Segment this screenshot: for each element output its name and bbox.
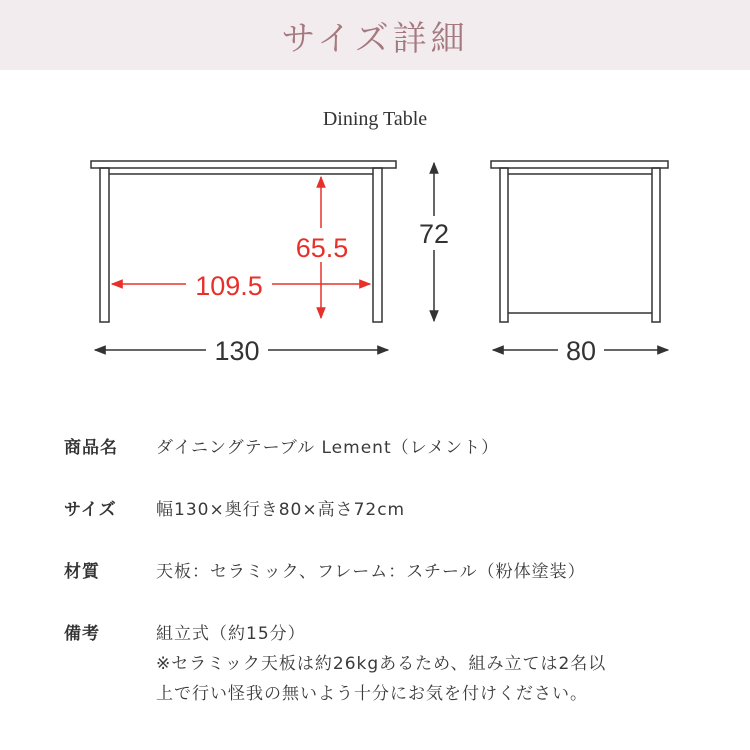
side-left-leg bbox=[500, 168, 508, 322]
product-label: Dining Table bbox=[322, 108, 428, 130]
inner-width-dimension bbox=[112, 268, 370, 301]
notes-line: 組立式（約15分） bbox=[156, 624, 306, 644]
notes-line: ※セラミック天板は約26kgあるため、組み立ては2名以 bbox=[156, 654, 607, 674]
page-title: サイズ詳細 bbox=[281, 18, 469, 59]
spec-value-notes bbox=[156, 619, 716, 709]
spec-label-notes: 備考 bbox=[64, 624, 100, 644]
depth-label: 80 bbox=[565, 336, 597, 366]
width-dimension bbox=[95, 334, 388, 366]
front-tabletop bbox=[91, 161, 396, 168]
spec-value-size: 幅130×奥行き80×高さ72cm bbox=[156, 500, 406, 520]
side-view bbox=[491, 161, 668, 322]
height-dimension bbox=[414, 163, 454, 321]
spec-value-material: 天板：セラミック、フレーム：スチール（粉体塗装） bbox=[156, 562, 586, 582]
inner-height-label: 65.5 bbox=[295, 233, 349, 263]
inner-width-label: 109.5 bbox=[195, 271, 263, 301]
depth-dimension bbox=[493, 334, 668, 366]
side-right-leg bbox=[652, 168, 660, 322]
inner-height-dimension bbox=[290, 177, 354, 318]
front-left-leg bbox=[100, 168, 109, 322]
spec-label-material: 材質 bbox=[64, 562, 100, 582]
side-tabletop bbox=[491, 161, 668, 168]
notes-line: 上で行い怪我の無いよう十分にお気を付けください。 bbox=[156, 684, 588, 704]
spec-label-size: サイズ bbox=[64, 500, 117, 520]
spec-label-name: 商品名 bbox=[64, 438, 118, 458]
front-right-leg bbox=[373, 168, 382, 322]
height-label: 72 bbox=[418, 219, 450, 249]
width-label: 130 bbox=[214, 336, 260, 366]
spec-value-name: ダイニングテーブル Lement（レメント） bbox=[156, 438, 500, 458]
